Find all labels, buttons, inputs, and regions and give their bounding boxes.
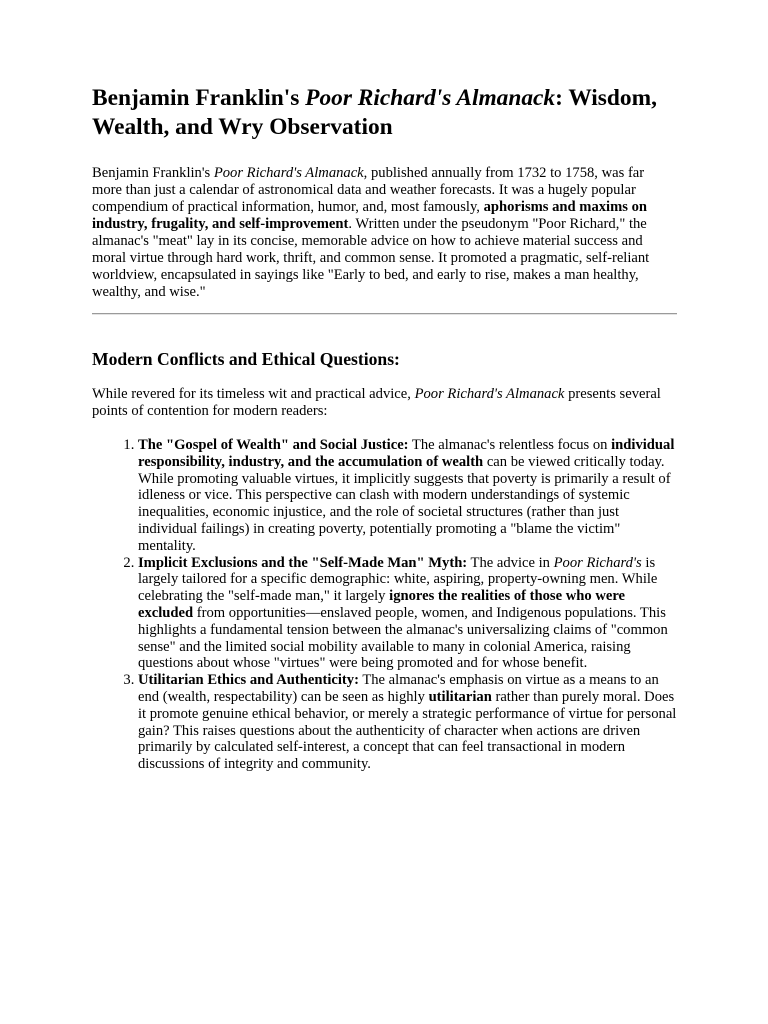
list-item-italic: Poor Richard's xyxy=(553,554,642,571)
intro-text: , published annually from 1732 to 1758, was far more than just a calendar of astronomical data and weather forecasts. It was a hugely popular compendium of practical information, humor, and, most famously, xyxy=(92,165,645,215)
list-item-bold: ignores the realities of those who were excluded xyxy=(138,588,626,621)
list-item-text: is largely tailored for a specific demographic: white, aspiring, property-owning men. While celebrating the "self-made man," it largely xyxy=(138,554,658,605)
title-italic-text: Poor Richard's Almanack xyxy=(305,85,556,111)
list-item-text: from opportunities—enslaved people, women, and Indigenous populations. This highlights a fundamental tension between the almanac's universalizing claims of "common sense" and the limited social mobility available to many in colonial America, raising questions about whose "virtues" were being promoted and for whose benefit. xyxy=(138,604,668,672)
conflicts-list xyxy=(92,437,677,773)
lead-paragraph xyxy=(92,386,677,420)
list-item-bold: individual responsibility, industry, and the accumulation of wealth xyxy=(138,437,675,470)
intro-italic: Poor Richard's Almanack xyxy=(213,165,364,181)
list-item-text: rather than purely moral. Does it promote genuine ethical behavior, or merely a strategic performance of virtue for personal gain? This raises questions about the authenticity of character when actions are driven primarily by calculated self-interest, a concept that can feel transactional in modern discussions of integrity and community. xyxy=(138,688,677,773)
list-item xyxy=(138,437,677,555)
list-item-title: Utilitarian Ethics and Authenticity: xyxy=(138,672,359,689)
intro-paragraph xyxy=(92,165,677,301)
title-text-end: : Wisdom, Wealth, and Wry Observation xyxy=(92,85,657,140)
section-divider xyxy=(92,313,677,315)
intro-bold: aphorisms and maxims on industry, frugality, and self-improvement xyxy=(92,199,648,232)
list-item-text: The advice in xyxy=(467,554,554,571)
section-heading: Modern Conflicts and Ethical Questions: xyxy=(92,349,400,369)
intro-text: . Written under the pseudonym "Poor Richard," the almanac's "meat" lay in its concise, memorable advice on how to achieve material success and moral virtue through hard work, thrift, and common sense. It promoted a pragmatic, self-reliant worldview, encapsulated in sayings like "Early to bed, and early to rise, makes a man healthy, wealthy, and wise." xyxy=(92,216,650,300)
intro-text: Benjamin Franklin's xyxy=(92,165,214,181)
lead-italic: Poor Richard's Almanack xyxy=(414,386,565,402)
title-text: Benjamin Franklin's xyxy=(92,85,306,111)
list-item-title: Implicit Exclusions and the "Self-Made Man" Myth: xyxy=(138,554,468,571)
list-item xyxy=(138,555,677,673)
lead-text: presents several points of contention for modern readers: xyxy=(92,386,661,419)
lead-text: While revered for its timeless wit and practical advice, xyxy=(92,386,415,402)
list-item-text: can be viewed critically today. While promoting valuable virtues, it implicitly suggests that poverty is primarily a result of idleness or vice. This perspective can clash with modern understandings of systemic inequalities, economic injustice, and the role of societal structures (rather than just individual failings) in creating poverty, potentially promoting a "blame the victim" mentality. xyxy=(138,453,671,554)
list-item-title: The "Gospel of Wealth" and Social Justice: xyxy=(138,437,409,453)
list-item xyxy=(138,672,677,773)
list-item-text: The almanac's emphasis on virtue as a means to an end (wealth, respectability) can be seen as highly xyxy=(138,672,659,705)
list-item-bold: utilitarian xyxy=(428,688,492,705)
page-title xyxy=(92,84,677,142)
list-item-text: The almanac's relentless focus on xyxy=(408,437,612,453)
